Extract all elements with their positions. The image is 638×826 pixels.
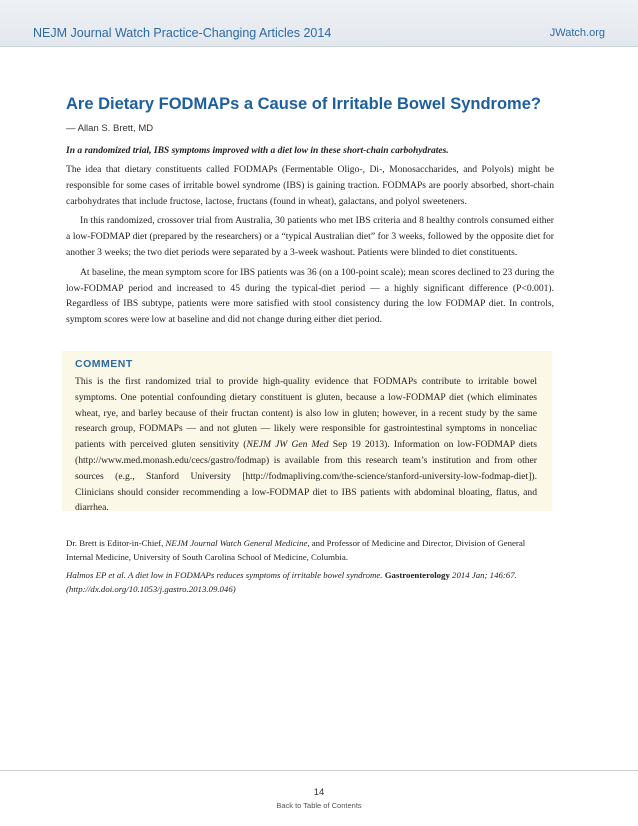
article-summary: In a randomized trial, IBS symptoms improved with a diet low in these short-chain carbohydrates.: [66, 146, 449, 156]
author-note: [66, 536, 554, 564]
author-note-pre: Dr. Brett is Editor-in-Chief,: [66, 538, 166, 548]
article-paragraph-2: In this randomized, crossover trial from Australia, 30 patients who met IBS criteria and 8 healthy controls consumed either a low-FODMAP diet (prepared by the researchers) or a “typical Australian diet” for 3 weeks, followed by the opposite diet for another 3 weeks; the two diet periods were separated by a 3-week washout. Patients were blinded to diet constituents.: [66, 215, 554, 258]
comment-text: [75, 374, 537, 516]
comment-text-part-1: This is the first randomized trial to provide high-quality evidence that FODMAPs contribute to irritable bowel symptoms. One potential confounding dietary constituent is gluten, because a low-FODMAP diet (which eliminates wheat, rye, and barley because of their fructan content) is also low in gluten; however, in a recent study by the same research group, FODMAPs — and not gluten — likely were responsible for gastrointestinal symptoms in nonceliac patients with perceived gluten sensitivity (: [75, 376, 537, 451]
page-header: [0, 0, 638, 47]
article-paragraph-3: At baseline, the mean symptom score for IBS patients was 36 (on a 100-point scale); mean scores declined to 23 during the low-FODMAP period and increased to 45 during the typical-diet period — a highly significant difference (P<0.001). Regardless of IBS subtype, patients were more satisfied with stool consistency during the low FODMAP diet. In controls, symptom scores were low at baseline and did not change during either diet period.: [66, 266, 554, 326]
comment-label: COMMENT: [75, 358, 133, 370]
article-byline: — Allan S. Brett, MD: [66, 123, 154, 134]
comment-citation: NEJM JW Gen Med: [246, 439, 329, 451]
article-paragraph-1: The idea that dietary constituents called FODMAPs (Fermentable Oligo-, Di-, Monosaccharides, and Polyols) might be responsible for some cases of irritable bowel syndrome (IBS) is gaining traction. FODMAPs are poorly absorbed, short-chain carbohydrates that include fructose, lactose, fructans (found in wheat), galactans, and polyol sweeteners.: [66, 164, 554, 207]
footer-divider: [0, 770, 638, 771]
article-title: Are Dietary FODMAPs a Cause of Irritable Bowel Syndrome?: [66, 95, 541, 113]
site-link[interactable]: JWatch.org: [549, 27, 605, 39]
back-to-toc-link[interactable]: Back to Table of Contents: [276, 801, 362, 810]
author-note-journal: NEJM Journal Watch General Medicine: [165, 538, 308, 548]
reference: [66, 568, 554, 596]
reference-journal: Gastroenterology: [384, 570, 450, 580]
author-note-post: , and Professor of Medicine and Director, Division of General Internal Medicine, University of South Carolina School of Medicine, Columbia.: [66, 538, 526, 562]
article: [66, 94, 554, 328]
article-notes: [66, 536, 554, 596]
comment-box: [62, 351, 552, 514]
comment-text-part-2: Sep 19 2013). Information on low-FODMAP diets (http://www.med.monash.edu/cecs/gastro/fodmap) is available from this research team’s institution and from other sources (e.g., Stanford University [http://fodmapliving.com/the-science/stanford-university-low-fodmap-diet]). Clinicians should consider recommending a low-FODMAP diet to IBS patients with abdominal bloating, flatus, and diarrhea.: [75, 439, 538, 514]
reference-pre: Halmos EP et al. A diet low in FODMAPs reduces symptoms of irritable bowel syndrome.: [66, 570, 385, 580]
page-number: 14: [313, 787, 325, 798]
publication-title: NEJM Journal Watch Practice-Changing Articles 2014: [33, 26, 332, 40]
reference-post: 2014 Jan; 146:67. (http://dx.doi.org/10.1053/j.gastro.2013.09.046): [66, 570, 517, 594]
